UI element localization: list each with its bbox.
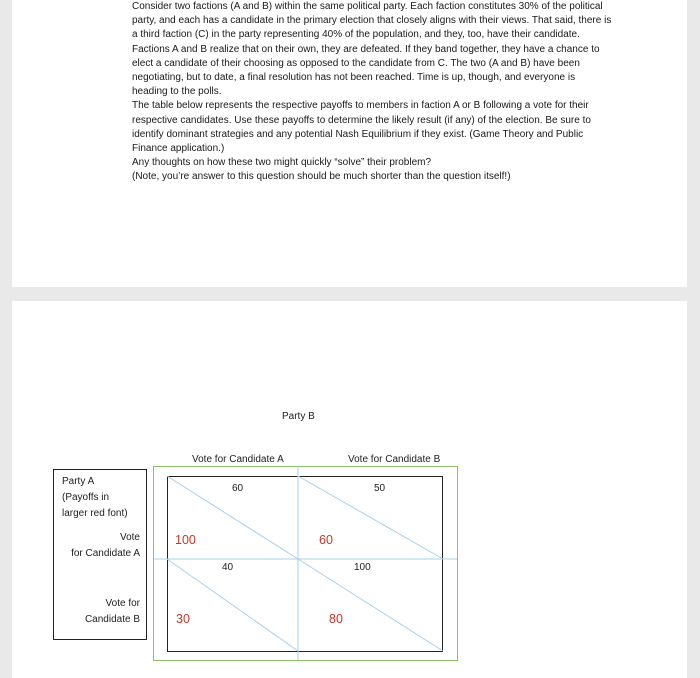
column-a-label: Vote for Candidate A — [192, 454, 284, 465]
question-paragraph-2: Factions A and B realize that on their own, they are defeated. If they band together, they have a chance to elect a candidate of their choosing as opposed to the candidate from C. The two (A and B) have been negotiating, but to date, a final resolution has not been reached. Time is up, though, and everyone is heading to the polls. — [132, 43, 600, 98]
cell-ab-party-b-payoff: 50 — [374, 483, 386, 494]
cell-bb-party-a-payoff: 80 — [329, 612, 343, 626]
question-paragraph-4: Any thoughts on how these two might quickly “solve” their problem? — [132, 157, 432, 169]
question-page — [12, 0, 687, 287]
party-a-label: Party A (Payoffs in larger red font) — [62, 476, 128, 519]
cell-ab-party-a-payoff: 60 — [319, 533, 333, 547]
payoff-matrix-page — [12, 301, 687, 678]
cell-ba-party-b-payoff: 40 — [222, 562, 234, 573]
cell-aa-party-a-payoff: 100 — [175, 533, 196, 547]
row-a-label: Vote for Candidate A — [71, 532, 140, 559]
row-b-label: Vote for Candidate B — [84, 598, 140, 625]
cell-ba-party-a-payoff: 30 — [176, 612, 190, 626]
question-paragraph-1: Consider two factions (A and B) within the same political party. Each faction constitutes 30% of the political party, and each has a candidate in the primary election that closely aligns with their views. That said, there is a third faction (C) in the party representing 40% of the population, and they, too, have their candidate. — [132, 1, 612, 41]
question-paragraph-3: The table below represents the respective payoffs to members in faction A or B following a vote for their respective candidates. Use these payoffs to determine the likely result (if any) of the election. Be sure to identify dominant strategies and any potential Nash Equilibrium if they exist. (Game Theory and Public Finance application.) — [132, 100, 591, 155]
question-paragraph-5: (Note, you’re answer to this question should be much shorter than the question itself!) — [132, 171, 511, 183]
column-b-label: Vote for Candidate B — [348, 454, 441, 465]
cell-aa-party-b-payoff: 60 — [232, 483, 244, 494]
question-text — [132, 0, 612, 185]
party-b-label: Party B — [282, 411, 315, 422]
cell-bb-party-b-payoff: 100 — [354, 562, 371, 573]
